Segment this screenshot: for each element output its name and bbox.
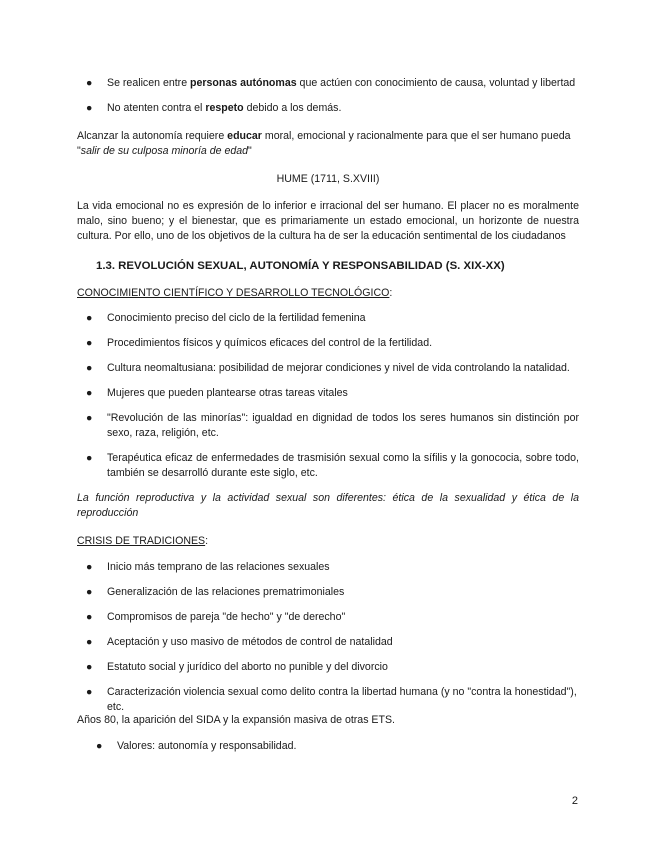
list-item: ● Caracterización violencia sexual como delito contra la libertad humana (y no "contra la honestidad"), etc. [86,686,577,713]
bullet-dot: ● [86,686,93,698]
list-item: ● "Revolución de las minorías": igualdad en dignidad de todos los seres humanos sin distinción por sexo, raza, religión, etc. [86,412,579,439]
aids-line: Años 80, la aparición del SIDA y la expansión masiva de otras ETS. [77,714,395,726]
bullet-dot: ● [96,740,103,752]
bullet-bold-text: respeto [205,102,244,114]
italic-paragraph: La función reproductiva y la actividad sexual son diferentes: ética de la sexualidad y ética de la reproducción [77,492,579,519]
bullet-respect [86,101,579,116]
bullet-dot: ● [86,102,93,114]
bullet-dot: ● [86,561,93,573]
science-subheading: CONOCIMIENTO CIENTÍFICO Y DESARROLLO TECNOLÓGICO: [77,287,393,299]
bullet-dot: ● [86,312,93,324]
bullet-dot: ● [86,636,93,648]
bullet-dot: ● [86,337,93,349]
bullet-dot: ● [86,362,93,374]
list-item: ● Terapéutica eficaz de enfermedades de trasmisión sexual como la sífilis y la gonococia, sobre todo, también se desarrolló durante este siglo, etc. [86,452,579,479]
crisis-subheading: CRISIS DE TRADICIONES: [77,535,209,547]
hume-heading: HUME (1711, S.XVIII) [276,173,380,185]
bullet-dot: ● [86,611,93,623]
list-item: ● Conocimiento preciso del ciclo de la fertilidad femenina [86,312,366,324]
bullet-dot: ● [86,412,93,424]
list-item: ● Compromisos de pareja "de hecho" y "de derecho" [86,611,346,623]
list-item: ● Generalización de las relaciones prematrimoniales [86,586,345,598]
bullet-bold-text: personas autónomas [190,77,297,89]
bullet-text: que actúen con conocimiento de causa, voluntad y libertad [296,77,576,89]
list-item: ● Aceptación y uso masivo de métodos de control de natalidad [86,636,393,648]
list-item: ● Inicio más temprano de las relaciones sexuales [86,561,330,573]
bullet-text: debido a los demás. [243,102,342,114]
bullet-dot: ● [86,387,93,399]
list-item: ● Cultura neomaltusiana: posibilidad de mejorar condiciones y nivel de vida controlando la natalidad. [86,362,570,374]
list-item: ● Estatuto social y jurídico del aborto no punible y del divorcio [86,661,388,673]
bullet-dot: ● [86,586,93,598]
autonomy-paragraph: Alcanzar la autonomía requiere educar moral, emocional y racionalmente para que el ser humano pueda "salir de su culposa minoría de edad" [77,130,571,157]
list-item: ● Mujeres que pueden plantearse otras tareas vitales [86,387,348,399]
bullet-dot: ● [86,452,93,464]
bullet-text: No atenten contra el [107,102,206,114]
bullet-dot: ● [86,77,93,89]
hume-paragraph: La vida emocional no es expresión de lo inferior e irracional del ser humano. El placer no es moralmente malo, sino bueno; y el bienestar, que es primariamente un estado emocional, un horizonte de nuestra cultura. Por ello, uno de los objetivos de la cultura ha de ser la educación sentimental de los ciudadanos [77,200,579,242]
bullet-dot: ● [86,661,93,673]
section-heading: 1.3. REVOLUCIÓN SEXUAL, AUTONOMÍA Y RESPONSABILIDAD (S. XIX-XX) [96,260,505,272]
kant-quote: salir de su culposa minoría de edad [80,144,249,157]
values-bullet: ● Valores: autonomía y responsabilidad. [96,740,297,752]
list-item: ● Procedimientos físicos y químicos eficaces del control de la fertilidad. [86,337,433,349]
bullet-autonomous-persons [86,76,579,91]
page-number: 2 [571,795,578,807]
bullet-text: Se realicen entre [107,77,191,89]
